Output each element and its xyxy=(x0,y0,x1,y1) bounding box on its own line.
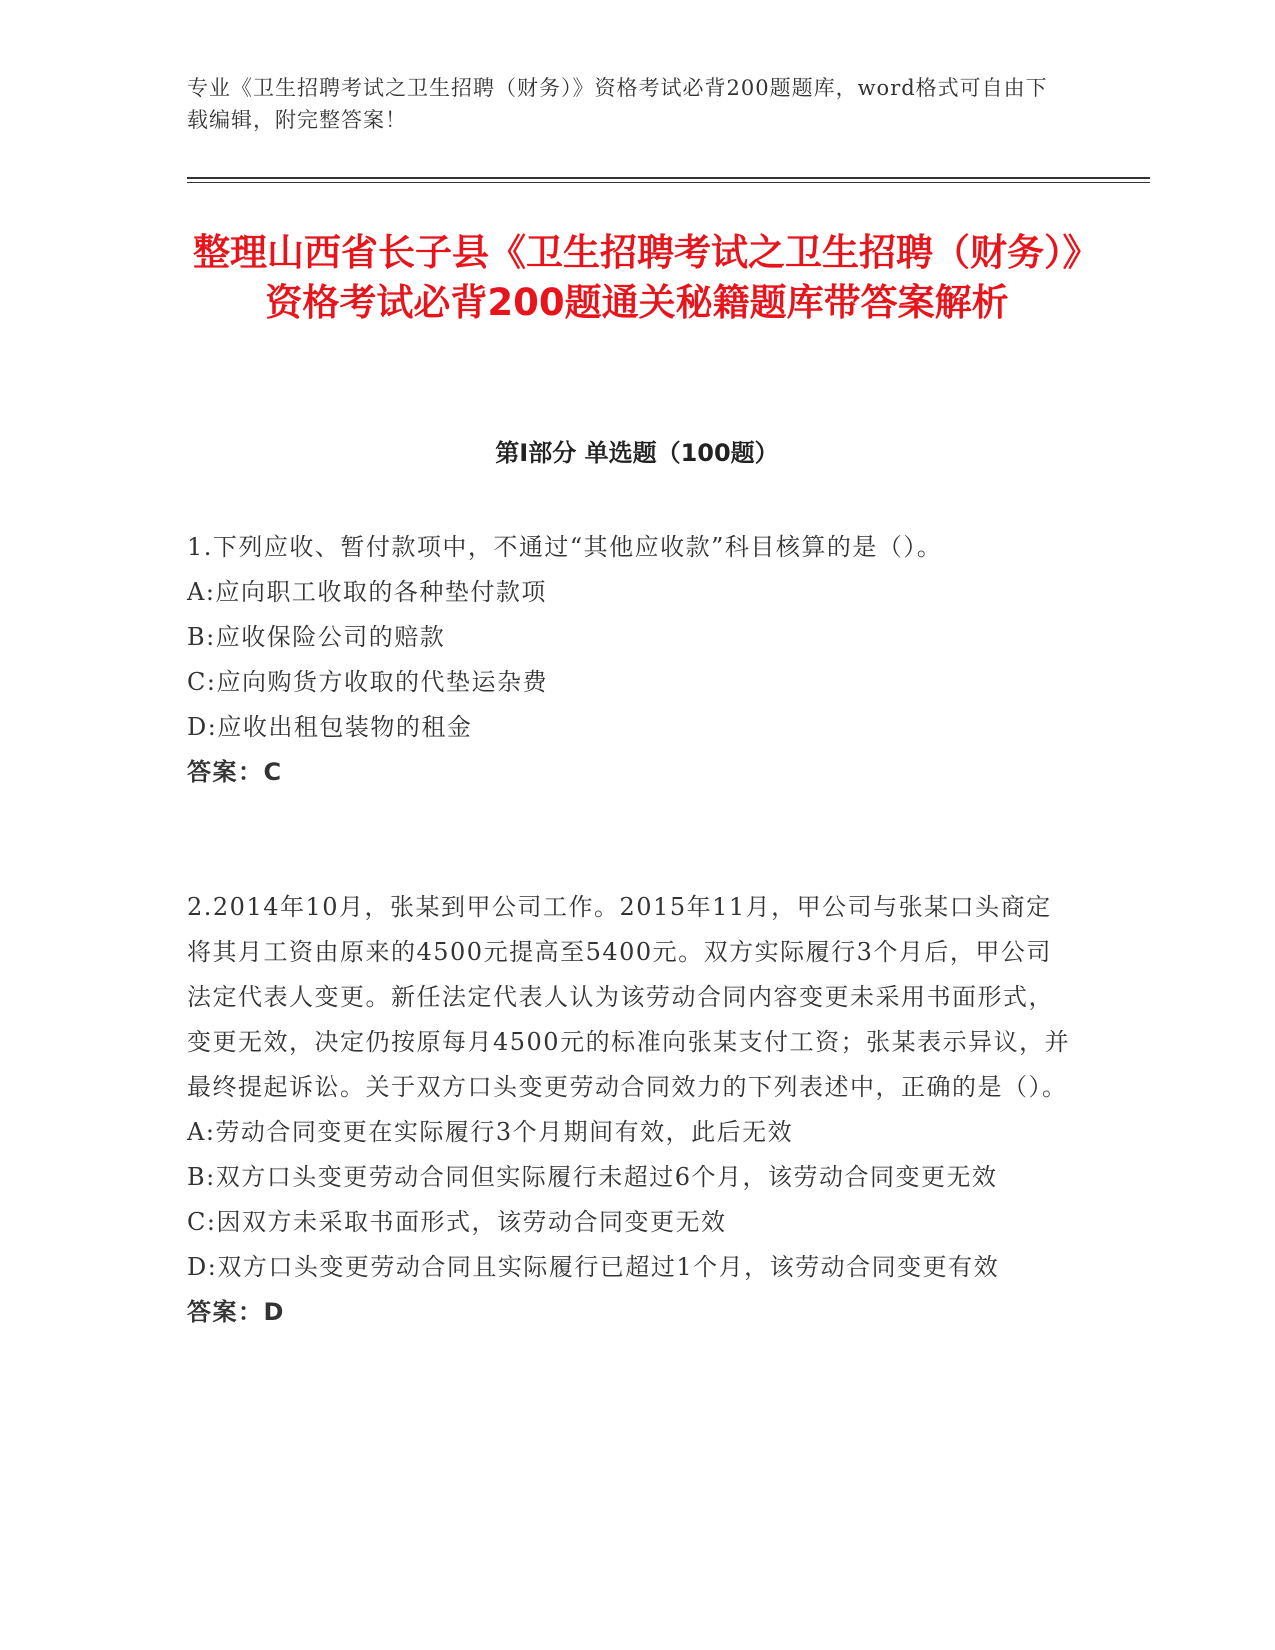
option-a: A:应向职工收取的各种垫付款项 xyxy=(187,578,547,606)
option-a: A:劳动合同变更在实际履行3个月期间有效，此后无效 xyxy=(187,1118,794,1146)
question-stem: 1.下列应收、暂付款项中，不通过“其他应收款”科目核算的是（）。 xyxy=(187,533,943,561)
option-b: B:双方口头变更劳动合同但实际履行未超过6个月，该劳动合同变更无效 xyxy=(187,1163,998,1191)
document-title: 整理山西省长子县《卫生招聘考试之卫生招聘（财务）》资格考试必背200题通关秘籍题库带答案解析 xyxy=(193,231,1081,324)
option-b: B:应收保险公司的赔款 xyxy=(187,623,446,651)
option-d: D:双方口头变更劳动合同且实际履行已超过1个月，该劳动合同变更有效 xyxy=(187,1253,1000,1281)
header-note: 专业《卫生招聘考试之卫生招聘（财务）》资格考试必背200题题库，word格式可自由下载编辑，附完整答案！ xyxy=(187,76,1048,132)
question-stem: 2.2014年10月，张某到甲公司工作。2015年11月，甲公司与张某口头商定将其月工资由原来的4500元提高至5400元。双方实际履行3个月后，甲公司法定代表人变更。新任法定代表人认为该劳动合同内容变更未采用书面形式，变更无效，决定仍按原每月4500元的标准向张某支付工资；张某表示异议，并最终提起诉讼。关于双方口头变更劳动合同效力的下列表述中，正确的是（）。 xyxy=(187,893,1071,1101)
question-1 xyxy=(187,525,1077,795)
header-divider-thick xyxy=(187,177,1150,179)
header-divider-thin xyxy=(187,182,1150,183)
question-2 xyxy=(187,885,1077,1335)
option-d: D:应收出租包装物的租金 xyxy=(187,713,473,741)
option-c: C:应向购货方收取的代垫运杂费 xyxy=(187,668,548,696)
option-c: C:因双方未采取书面形式，该劳动合同变更无效 xyxy=(187,1208,727,1236)
section-title: 第I部分 单选题（100题） xyxy=(495,439,779,467)
answer: 答案：C xyxy=(187,758,283,786)
answer: 答案：D xyxy=(187,1298,285,1326)
